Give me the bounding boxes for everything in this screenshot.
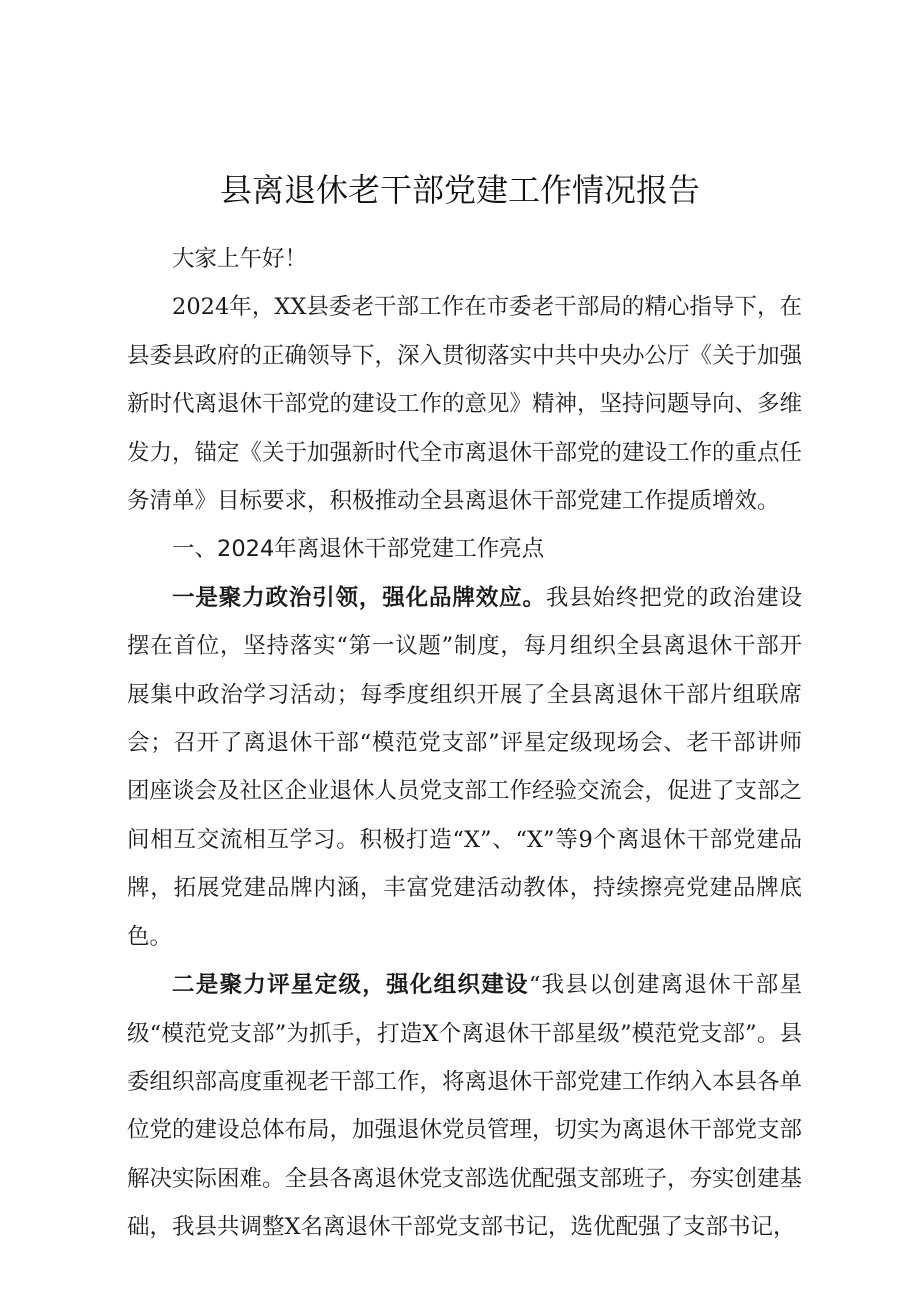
point-one-lead: 一是聚力政治引领，强化品牌效应。	[172, 584, 546, 611]
point-one-paragraph	[127, 574, 802, 961]
intro-paragraph: 2024年，XX县委老干部工作在市委老干部局的精心指导下，在县委县政府的正确领导下，深入贯彻落实中共中央办公厅《关于加强新时代离退休干部党的建设工作的意见》精神，坚持问题导向、多维发力，锚定《关于加强新时代全市离退休干部党的建设工作的重点任务清单》目标要求，积极推动全县离退休干部党建工作提质增效。	[127, 294, 803, 515]
greeting-paragraph: 大家上午好！	[172, 246, 308, 272]
document-body	[127, 229, 802, 1252]
point-one-text: 我县始终把党的政治建设摆在首位，坚持落实“第一议题”制度，每月组织全县离退休干部开展集中政治学习活动；每季度组织开展了全县离退休干部片组联席会；召开了离退休干部“模范党支部”评星定级现场会、老干部讲师团座谈会及社区企业退休人员党支部工作经验交流会，促进了支部之间相互交流相互学习。积极打造“X”、“X”等9个离退休干部党建品牌，拓展党建品牌内涵，丰富党建活动教体，持续擦亮党建品牌底色。	[127, 584, 803, 950]
section-heading: 一、2024年离退休干部党建工作亮点	[172, 536, 545, 563]
point-two-text: “我县以创建离退休干部星级“模范党支部”为抓手，打造X个离退休干部星级”模范党支部”。县委组织部高度重视老干部工作，将离退休干部党建工作纳入本县各单位党的建设总体布局，加强退休党员管理，切实为离退休干部党支部解决实际困难。全县各离退休党支部选优配强支部班子，夯实创建基础，我县共调整X名离退休干部党支部书记，选优配强了支部书记，	[127, 972, 803, 1241]
document-title: 县离退休老干部党建工作情况报告	[219, 171, 700, 209]
point-two-lead: 二是聚力评星定级，强化组织建设	[172, 972, 529, 999]
point-two-paragraph	[127, 961, 802, 1251]
